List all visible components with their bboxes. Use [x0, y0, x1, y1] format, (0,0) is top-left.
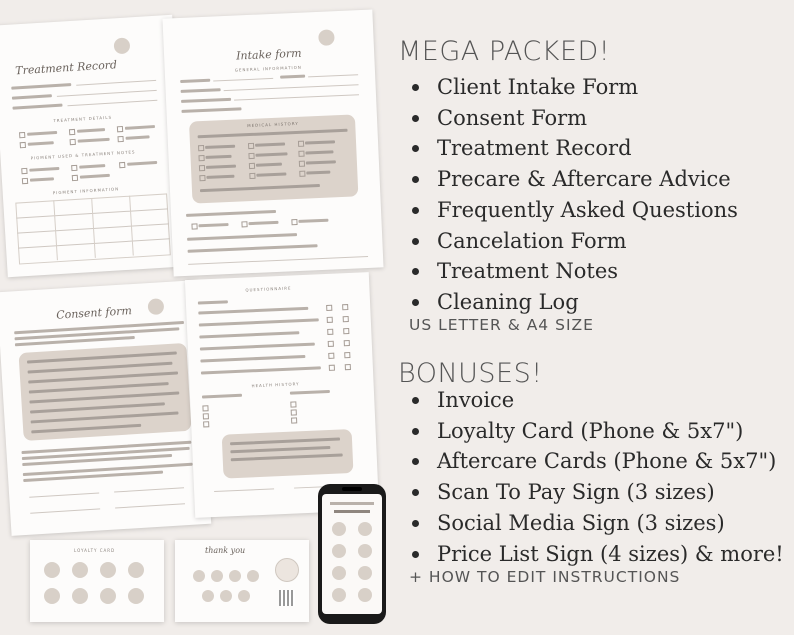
bonus-list: [398, 385, 784, 569]
phone-mockup: [318, 484, 386, 624]
intake-form-preview: Intake form GENERAL INFORMATION MEDICAL HISTORY: [162, 10, 383, 277]
list-item: Social Media Sign (3 sizes): [398, 508, 784, 539]
thank-you-card-preview: [175, 540, 309, 622]
card-title: thank you: [205, 546, 246, 555]
size-note: US LETTER & A4 SIZE: [409, 316, 594, 334]
included-list: [398, 72, 738, 318]
list-item: Treatment Notes: [398, 256, 738, 287]
logo-circle: [147, 298, 164, 315]
bonuses-heading: BONUSES!: [398, 358, 543, 389]
doc-title: Treatment Record: [14, 58, 118, 78]
list-item: Scan To Pay Sign (3 sizes): [398, 477, 784, 508]
list-item: Price List Sign (4 sizes) & more!: [398, 539, 784, 570]
loyalty-card-preview: LOYALTY CARD: [30, 540, 164, 622]
phone-screen: [322, 494, 382, 614]
feature-panel: [398, 0, 794, 635]
doc-title: Consent form: [55, 304, 133, 322]
list-item: Aftercare Cards (Phone & 5x7"): [398, 446, 784, 477]
list-item: Cleaning Log: [398, 287, 738, 318]
questionnaire-preview: QUESTIONNAIRE HEALTH HISTORY: [185, 272, 379, 518]
list-item: Client Intake Form: [398, 72, 738, 103]
list-item: Loyalty Card (Phone & 5x7"): [398, 416, 784, 447]
list-item: Invoice: [398, 385, 784, 416]
instructions-note: + HOW TO EDIT INSTRUCTIONS: [409, 568, 681, 586]
logo-circle: [318, 29, 335, 46]
list-item: Consent Form: [398, 103, 738, 134]
doc-title: Intake form: [235, 46, 302, 63]
list-item: Precare & Aftercare Advice: [398, 164, 738, 195]
list-item: Frequently Asked Questions: [398, 195, 738, 226]
list-item: Treatment Record: [398, 133, 738, 164]
logo-circle: [113, 37, 130, 54]
treatment-record-preview: Treatment Record TREATMENT DETAILS PIGMENT USED & TREATMENT NOTES PIGMENT INFORMATION: [0, 15, 188, 278]
consent-form-preview: [0, 280, 211, 536]
list-item: Cancelation Form: [398, 226, 738, 257]
mega-packed-heading: MEGA PACKED!: [398, 36, 611, 67]
